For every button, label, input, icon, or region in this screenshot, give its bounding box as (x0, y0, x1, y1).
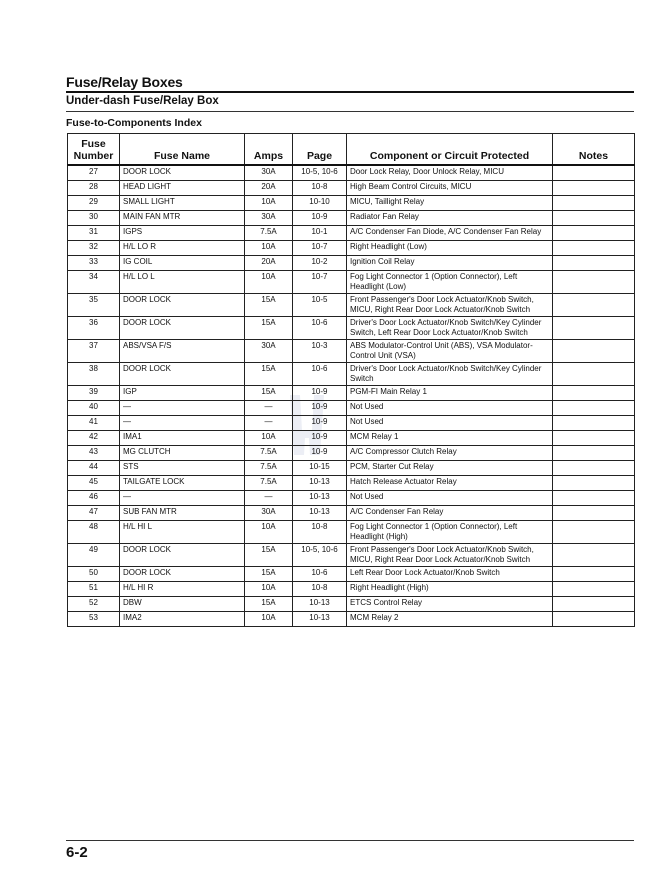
component-cell: High Beam Control Circuits, MICU (347, 180, 553, 195)
fuse-number-cell: 31 (68, 225, 120, 240)
fuse-number-cell: 28 (68, 180, 120, 195)
notes-cell (553, 225, 635, 240)
table-row (68, 362, 635, 385)
notes-cell (553, 240, 635, 255)
fuse-name-cell: DOOR LOCK (120, 566, 245, 581)
fuse-number-cell: 29 (68, 195, 120, 210)
component-cell: Hatch Release Actuator Relay (347, 475, 553, 490)
amps-cell: 20A (245, 255, 293, 270)
table-row (68, 225, 635, 240)
fuse-number-cell: 33 (68, 255, 120, 270)
fuse-number-cell: 37 (68, 339, 120, 362)
amps-cell: 15A (245, 362, 293, 385)
fuse-number-cell: 53 (68, 611, 120, 626)
component-cell: ABS Modulator-Control Unit (ABS), VSA Modulator-Control Unit (VSA) (347, 339, 553, 362)
amps-cell: 7.5A (245, 460, 293, 475)
amps-cell: 10A (245, 240, 293, 255)
page-ref-cell: 10-9 (293, 415, 347, 430)
page-ref-cell: 10-6 (293, 316, 347, 339)
notes-cell (553, 460, 635, 475)
page-number: 6-2 (66, 844, 88, 861)
amps-cell: 15A (245, 385, 293, 400)
page-ref-cell: 10-13 (293, 490, 347, 505)
fuse-name-cell: MG CLUTCH (120, 445, 245, 460)
component-cell: MCM Relay 1 (347, 430, 553, 445)
fuse-number-cell: 42 (68, 430, 120, 445)
table-row (68, 240, 635, 255)
amps-cell: — (245, 400, 293, 415)
table-row (68, 293, 635, 316)
component-cell: Right Headlight (High) (347, 581, 553, 596)
fuse-name-cell: ABS/VSA F/S (120, 339, 245, 362)
component-cell: MICU, Taillight Relay (347, 195, 553, 210)
component-cell: Front Passenger's Door Lock Actuator/Knob Switch, MICU, Right Rear Door Lock Actuator/Knob Switch (347, 543, 553, 566)
amps-cell: — (245, 415, 293, 430)
fuse-number-cell: 39 (68, 385, 120, 400)
component-cell: Front Passenger's Door Lock Actuator/Knob Switch, MICU, Right Rear Door Lock Actuator/Knob Switch (347, 293, 553, 316)
table-row (68, 581, 635, 596)
component-cell: PGM-FI Main Relay 1 (347, 385, 553, 400)
fuse-number-cell: 46 (68, 490, 120, 505)
fuse-name-cell: H/L HI R (120, 581, 245, 596)
component-cell: Left Rear Door Lock Actuator/Knob Switch (347, 566, 553, 581)
notes-cell (553, 339, 635, 362)
fuse-name-cell: IMA2 (120, 611, 245, 626)
page-ref-cell: 10-5, 10-6 (293, 543, 347, 566)
page-title: Fuse/Relay Boxes (66, 74, 183, 90)
section-heading: Fuse-to-Components Index (66, 117, 202, 129)
fuse-name-cell: IMA1 (120, 430, 245, 445)
col-amps: Amps (245, 134, 293, 166)
fuse-name-cell: SMALL LIGHT (120, 195, 245, 210)
table-row (68, 596, 635, 611)
notes-cell (553, 210, 635, 225)
fuse-name-cell: — (120, 415, 245, 430)
notes-cell (553, 180, 635, 195)
notes-cell (553, 165, 635, 180)
notes-cell (553, 415, 635, 430)
table-row (68, 520, 635, 543)
amps-cell: 15A (245, 596, 293, 611)
fuse-name-cell: DOOR LOCK (120, 543, 245, 566)
page-ref-cell: 10-9 (293, 210, 347, 225)
amps-cell: 20A (245, 180, 293, 195)
amps-cell: 15A (245, 293, 293, 316)
table-row (68, 415, 635, 430)
fuse-name-cell: H/L HI L (120, 520, 245, 543)
page-ref-cell: 10-13 (293, 596, 347, 611)
fuse-number-cell: 35 (68, 293, 120, 316)
fuse-number-cell: 41 (68, 415, 120, 430)
fuse-number-cell: 36 (68, 316, 120, 339)
fuse-number-cell: 52 (68, 596, 120, 611)
notes-cell (553, 505, 635, 520)
table-row (68, 543, 635, 566)
fuse-number-cell: 40 (68, 400, 120, 415)
page-ref-cell: 10-8 (293, 581, 347, 596)
page-ref-cell: 10-13 (293, 611, 347, 626)
page-ref-cell: 10-9 (293, 445, 347, 460)
page-ref-cell: 10-15 (293, 460, 347, 475)
amps-cell: 10A (245, 430, 293, 445)
table-row (68, 339, 635, 362)
page-ref-cell: 10-3 (293, 339, 347, 362)
notes-cell (553, 270, 635, 293)
notes-cell (553, 445, 635, 460)
fuse-name-cell: H/L LO L (120, 270, 245, 293)
component-cell: Ignition Coil Relay (347, 255, 553, 270)
fuse-name-cell: SUB FAN MTR (120, 505, 245, 520)
page-ref-cell: 10-8 (293, 520, 347, 543)
page-ref-cell: 10-8 (293, 180, 347, 195)
notes-cell (553, 316, 635, 339)
fuse-number-cell: 32 (68, 240, 120, 255)
component-cell: Not Used (347, 415, 553, 430)
page-ref-cell: 10-5 (293, 293, 347, 316)
table-row (68, 400, 635, 415)
col-page: Page (293, 134, 347, 166)
amps-cell: 10A (245, 195, 293, 210)
fuse-index-table (67, 133, 635, 627)
table-row (68, 445, 635, 460)
table-header-row (68, 134, 635, 166)
fuse-name-cell: H/L LO R (120, 240, 245, 255)
amps-cell: 10A (245, 611, 293, 626)
component-cell: Fog Light Connector 1 (Option Connector), Left Headlight (Low) (347, 270, 553, 293)
fuse-name-cell: DOOR LOCK (120, 165, 245, 180)
fuse-name-cell: HEAD LIGHT (120, 180, 245, 195)
table-row (68, 566, 635, 581)
page-ref-cell: 10-7 (293, 240, 347, 255)
table-row (68, 490, 635, 505)
notes-cell (553, 400, 635, 415)
col-fuse-number: Fuse Number (68, 134, 120, 166)
amps-cell: 15A (245, 566, 293, 581)
fuse-name-cell: IG COIL (120, 255, 245, 270)
amps-cell: 30A (245, 210, 293, 225)
notes-cell (553, 581, 635, 596)
fuse-name-cell: DBW (120, 596, 245, 611)
component-cell: A/C Condenser Fan Diode, A/C Condenser Fan Relay (347, 225, 553, 240)
table-row (68, 460, 635, 475)
amps-cell: 30A (245, 165, 293, 180)
notes-cell (553, 385, 635, 400)
fuse-name-cell: IGPS (120, 225, 245, 240)
fuse-number-cell: 50 (68, 566, 120, 581)
fuse-number-cell: 38 (68, 362, 120, 385)
component-cell: Not Used (347, 490, 553, 505)
fuse-number-cell: 34 (68, 270, 120, 293)
page-ref-cell: 10-9 (293, 400, 347, 415)
table-row (68, 255, 635, 270)
component-cell: MCM Relay 2 (347, 611, 553, 626)
amps-cell: 15A (245, 316, 293, 339)
fuse-number-cell: 47 (68, 505, 120, 520)
footer-rule (66, 840, 634, 841)
title-rule (66, 91, 634, 93)
amps-cell: 10A (245, 270, 293, 293)
table-row (68, 165, 635, 180)
component-cell: Radiator Fan Relay (347, 210, 553, 225)
table-row (68, 195, 635, 210)
fuse-name-cell: DOOR LOCK (120, 293, 245, 316)
notes-cell (553, 255, 635, 270)
notes-cell (553, 611, 635, 626)
fuse-number-cell: 30 (68, 210, 120, 225)
page-ref-cell: 10-7 (293, 270, 347, 293)
fuse-number-cell: 45 (68, 475, 120, 490)
component-cell: Right Headlight (Low) (347, 240, 553, 255)
col-fuse-name: Fuse Name (120, 134, 245, 166)
component-cell: Not Used (347, 400, 553, 415)
fuse-name-cell: MAIN FAN MTR (120, 210, 245, 225)
notes-cell (553, 596, 635, 611)
page-ref-cell: 10-1 (293, 225, 347, 240)
page-ref-cell: 10-5, 10-6 (293, 165, 347, 180)
fuse-name-cell: TAILGATE LOCK (120, 475, 245, 490)
amps-cell: 30A (245, 339, 293, 362)
table-row (68, 505, 635, 520)
page-subtitle: Under-dash Fuse/Relay Box (66, 95, 219, 107)
amps-cell: — (245, 490, 293, 505)
table-row (68, 180, 635, 195)
table-row (68, 611, 635, 626)
component-cell: ETCS Control Relay (347, 596, 553, 611)
page-ref-cell: 10-9 (293, 430, 347, 445)
amps-cell: 7.5A (245, 445, 293, 460)
notes-cell (553, 475, 635, 490)
component-cell: PCM, Starter Cut Relay (347, 460, 553, 475)
component-cell: Driver's Door Lock Actuator/Knob Switch/Key Cylinder Switch, Left Rear Door Lock Actuator/Knob Switch (347, 316, 553, 339)
fuse-number-cell: 43 (68, 445, 120, 460)
amps-cell: 15A (245, 543, 293, 566)
fuse-number-cell: 27 (68, 165, 120, 180)
notes-cell (553, 566, 635, 581)
table-row (68, 316, 635, 339)
amps-cell: 10A (245, 520, 293, 543)
component-cell: A/C Compressor Clutch Relay (347, 445, 553, 460)
fuse-number-cell: 49 (68, 543, 120, 566)
col-component: Component or Circuit Protected (347, 134, 553, 166)
fuse-name-cell: DOOR LOCK (120, 316, 245, 339)
amps-cell: 30A (245, 505, 293, 520)
component-cell: Fog Light Connector 1 (Option Connector), Left Headlight (High) (347, 520, 553, 543)
subtitle-rule (66, 111, 634, 112)
table-row (68, 475, 635, 490)
amps-cell: 7.5A (245, 475, 293, 490)
notes-cell (553, 543, 635, 566)
fuse-number-cell: 44 (68, 460, 120, 475)
amps-cell: 10A (245, 581, 293, 596)
notes-cell (553, 490, 635, 505)
component-cell: Door Lock Relay, Door Unlock Relay, MICU (347, 165, 553, 180)
col-notes: Notes (553, 134, 635, 166)
page-ref-cell: 10-6 (293, 566, 347, 581)
table-row (68, 430, 635, 445)
page-ref-cell: 10-13 (293, 475, 347, 490)
page-ref-cell: 10-10 (293, 195, 347, 210)
component-cell: Driver's Door Lock Actuator/Knob Switch/Key Cylinder Switch (347, 362, 553, 385)
notes-cell (553, 362, 635, 385)
fuse-number-cell: 51 (68, 581, 120, 596)
page-ref-cell: 10-13 (293, 505, 347, 520)
fuse-name-cell: IGP (120, 385, 245, 400)
table-row (68, 210, 635, 225)
fuse-name-cell: — (120, 490, 245, 505)
notes-cell (553, 293, 635, 316)
notes-cell (553, 430, 635, 445)
notes-cell (553, 520, 635, 543)
table-row (68, 385, 635, 400)
fuse-name-cell: — (120, 400, 245, 415)
page-ref-cell: 10-2 (293, 255, 347, 270)
fuse-name-cell: DOOR LOCK (120, 362, 245, 385)
amps-cell: 7.5A (245, 225, 293, 240)
page-ref-cell: 10-6 (293, 362, 347, 385)
fuse-number-cell: 48 (68, 520, 120, 543)
fuse-name-cell: STS (120, 460, 245, 475)
table-row (68, 270, 635, 293)
component-cell: A/C Condenser Fan Relay (347, 505, 553, 520)
page-ref-cell: 10-9 (293, 385, 347, 400)
notes-cell (553, 195, 635, 210)
